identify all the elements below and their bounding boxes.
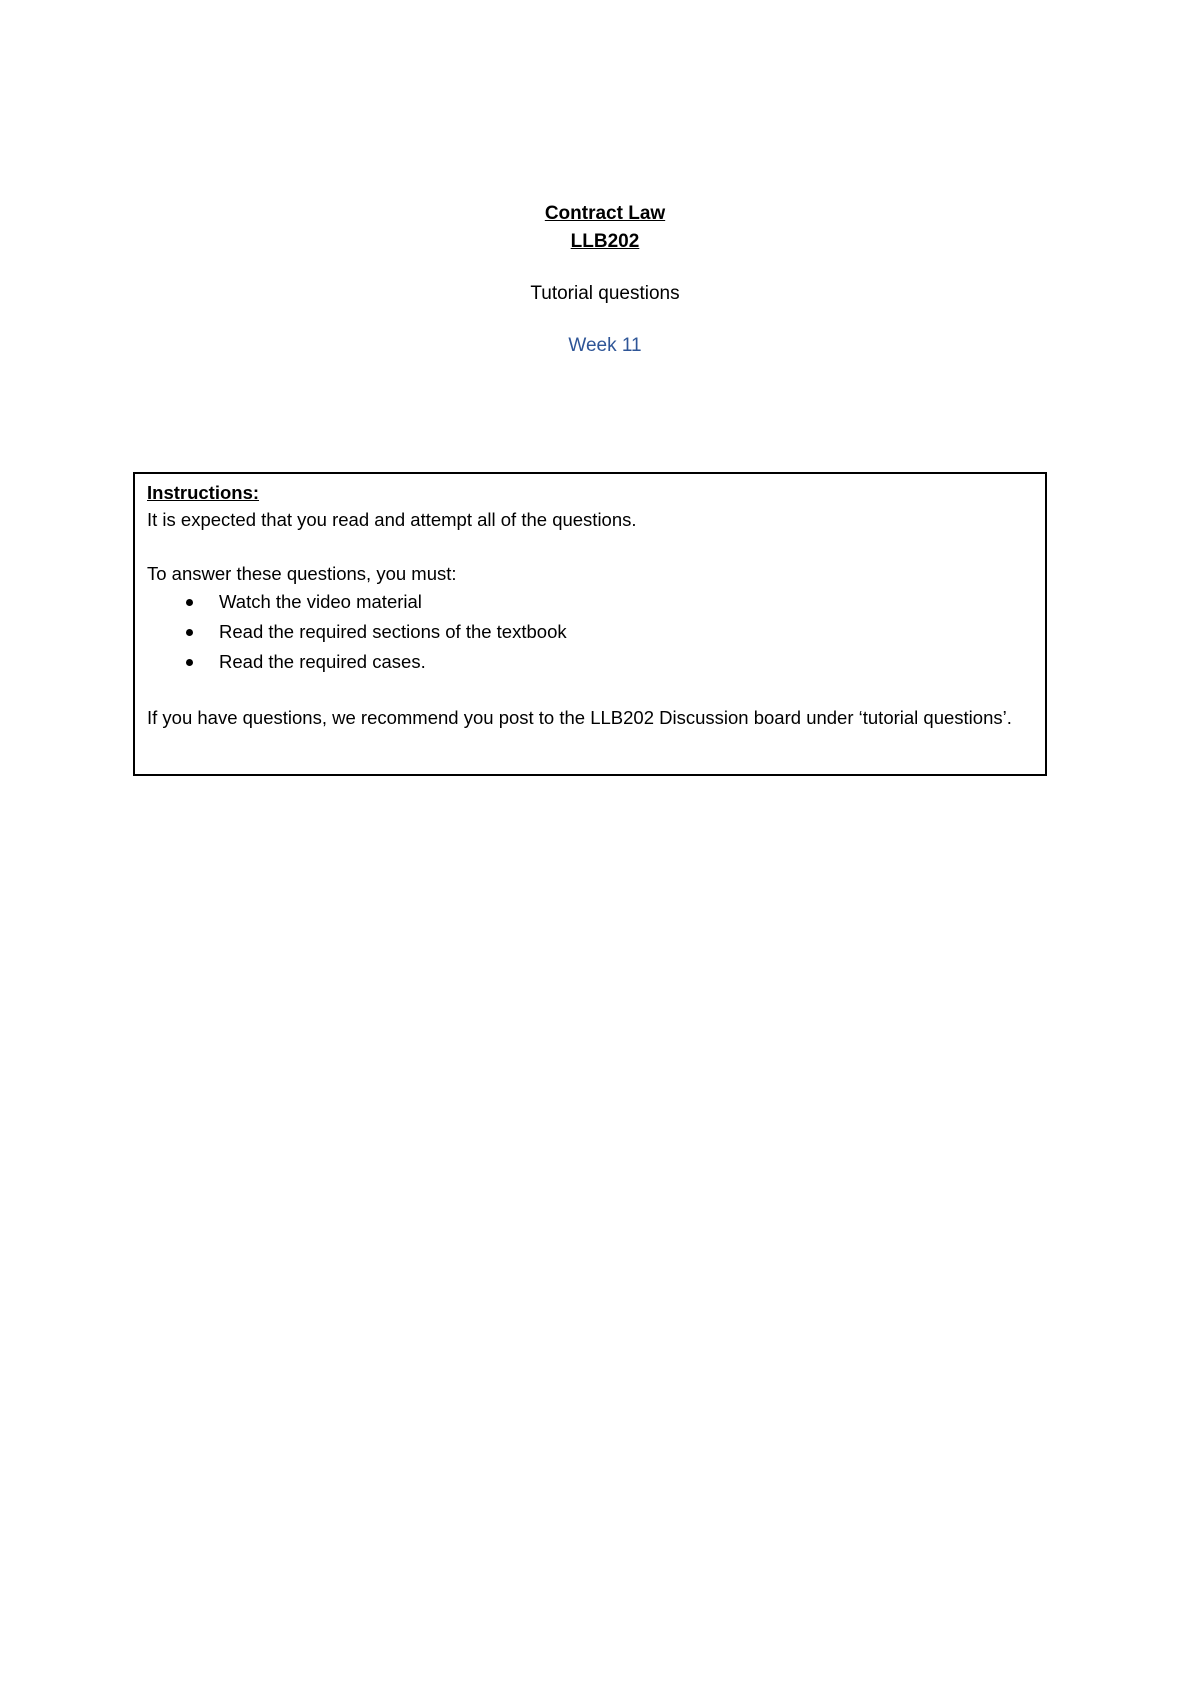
instructions-closing: If you have questions, we recommend you post to the LLB202 Discussion board under ‘tutorial questions’.: [147, 707, 1012, 728]
bullet-icon: [186, 629, 193, 636]
bullet-icon: [186, 659, 193, 666]
list-item-text: Watch the video material: [219, 591, 422, 612]
spacer: [147, 677, 1033, 704]
course-code: LLB202: [570, 231, 640, 252]
bullet-icon: [186, 599, 193, 606]
spacer: [147, 533, 1033, 560]
instructions-heading: Instructions:: [147, 482, 260, 503]
list-item: [147, 647, 1033, 677]
list-item: [147, 617, 1033, 647]
document-type: Tutorial questions: [530, 283, 680, 304]
instructions-intro: It is expected that you read and attempt all of the questions.: [147, 509, 637, 530]
week-label: Week 11: [568, 335, 642, 356]
course-title: Contract Law: [544, 203, 666, 224]
instructions-box: [133, 472, 1047, 776]
document-header: [0, 200, 1200, 360]
list-item: [147, 587, 1033, 617]
list-item-text: Read the required cases.: [219, 651, 426, 672]
requirements-lead: To answer these questions, you must:: [147, 563, 457, 584]
requirements-list: [147, 587, 1033, 677]
list-item-text: Read the required sections of the textbook: [219, 621, 567, 642]
